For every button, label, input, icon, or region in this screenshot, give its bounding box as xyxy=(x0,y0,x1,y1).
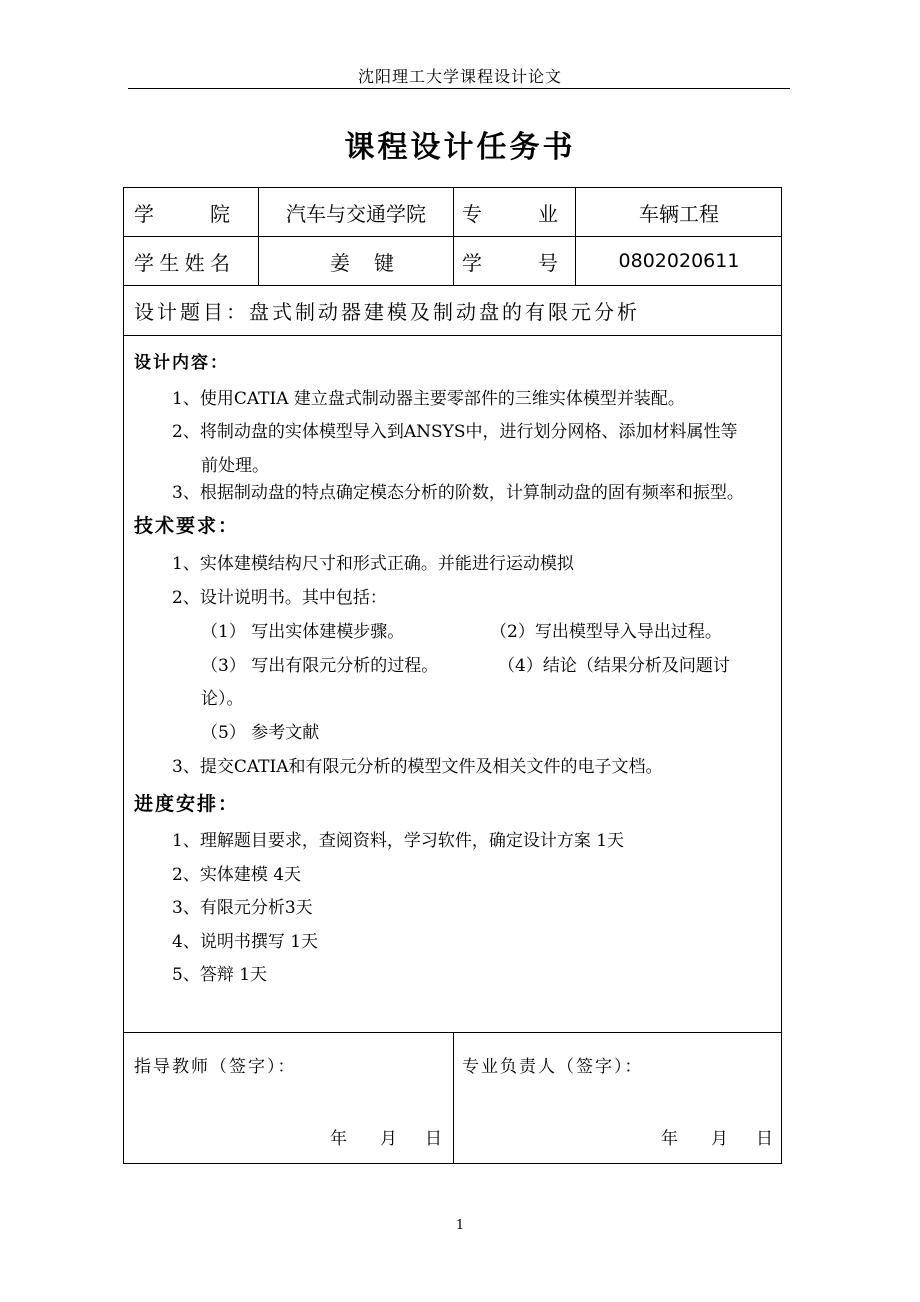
advisor-signature-label: 指导教师（签字）： xyxy=(134,1057,297,1077)
tech-subitem: （5） 参考文献 xyxy=(201,723,320,743)
schedule-heading: 进度安排： xyxy=(134,793,240,815)
running-header: 沈阳理工大学课程设计论文 xyxy=(357,67,562,86)
header-rule xyxy=(128,88,790,89)
page-number: 1 xyxy=(455,1218,465,1233)
college-value: 汽车与交通学院 xyxy=(286,201,426,226)
tech-item: 3、提交CATIA和有限元分析的模型文件及相关文件的电子文档。 xyxy=(172,757,663,777)
schedule-item: 1、理解题目要求，查阅资料，学习软件，确定设计方案 1天 xyxy=(172,831,625,851)
tech-subitem: （3） 写出有限元分析的过程。 xyxy=(201,656,439,676)
advisor-date: 年 月 日 xyxy=(330,1129,442,1149)
college-label: 学 院 xyxy=(134,201,230,226)
student-name-value: 姜 键 xyxy=(330,250,394,275)
student-name-label: 学 生 姓 名 xyxy=(134,250,230,275)
topic-value: 盘式制动器建模及制动盘的有限元分析 xyxy=(249,300,640,324)
schedule-item: 3、有限元分析3天 xyxy=(172,898,313,918)
design-item: 1、使用CATIA 建立盘式制动器主要零部件的三维实体模型并装配。 xyxy=(172,389,685,409)
task-form xyxy=(123,187,782,1164)
schedule-item: 4、说明书撰写 1天 xyxy=(172,932,319,952)
tech-subitem: （2）写出模型导入导出过程。 xyxy=(490,622,722,642)
design-item: 3、根据制动盘的特点确定模态分析的阶数，计算制动盘的固有频率和振型。 xyxy=(172,483,744,503)
major-value: 车辆工程 xyxy=(639,201,719,226)
topic-label: 设计题目： xyxy=(134,300,249,324)
topic-row xyxy=(134,286,640,335)
tech-subitem: （4）结论（结果分析及问题讨 xyxy=(498,656,730,676)
col-rule xyxy=(453,188,454,285)
student-id-value: 0802020611 xyxy=(618,250,740,272)
design-item: 2、将制动盘的实体模型导入到ANSYS中，进行划分网格、添加材料属性等 xyxy=(172,422,738,442)
schedule-item: 5、答辩 1天 xyxy=(172,965,268,985)
tech-subitem: （1） 写出实体建模步骤。 xyxy=(201,622,405,642)
tech-item: 1、实体建模结构尺寸和形式正确。并能进行运动模拟 xyxy=(172,554,574,574)
tech-item: 2、设计说明书。其中包括： xyxy=(172,588,387,608)
tech-requirements-heading: 技术要求： xyxy=(134,515,240,537)
major-label: 专 业 xyxy=(462,201,558,226)
tech-subitem-continuation: 论）。 xyxy=(201,689,244,709)
director-date: 年 月 日 xyxy=(661,1129,773,1149)
document-title: 课程设计任务书 xyxy=(344,130,576,165)
director-signature-label: 专业负责人（签字）： xyxy=(462,1057,644,1077)
design-content-heading: 设计内容： xyxy=(134,353,229,373)
col-rule xyxy=(453,1032,454,1164)
student-id-label: 学 号 xyxy=(462,250,558,275)
row-rule xyxy=(124,335,781,336)
design-item: 前处理。 xyxy=(201,456,269,476)
schedule-item: 2、实体建模 4天 xyxy=(172,865,302,885)
